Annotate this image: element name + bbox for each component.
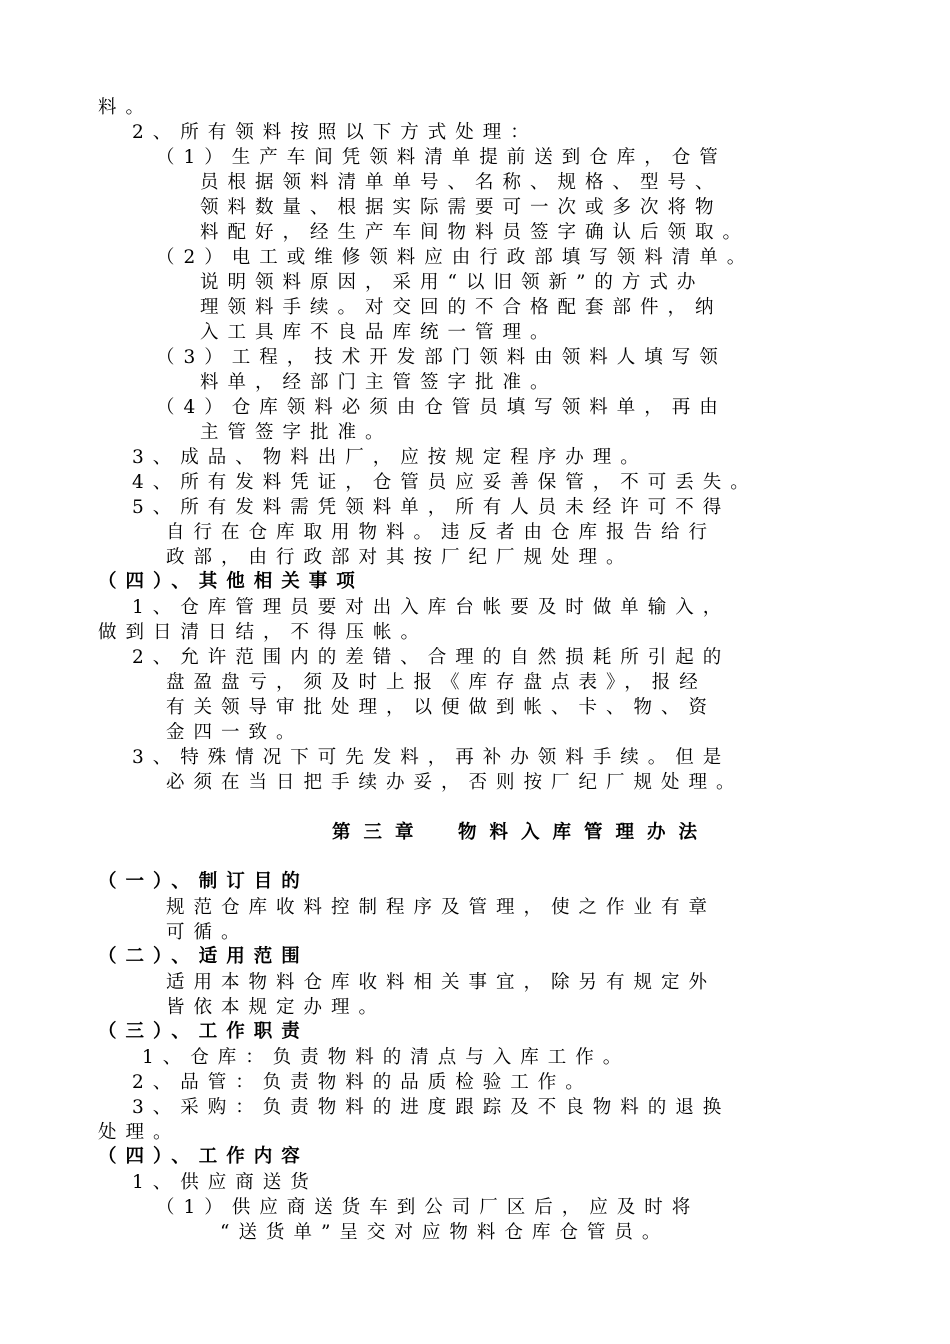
text-line: （3）工程，技术开发部门领料由领料人填写领 [156, 347, 727, 368]
section-heading: （四）、工作内容 [98, 1146, 309, 1167]
text-line: 皆依本规定办理。 [166, 997, 387, 1018]
text-line: （1）生产车间凭领料清单提前送到仓库，仓管 [156, 147, 727, 168]
text-line: 做到日清日结，不得压帐。 [98, 622, 429, 643]
text-line: 必须在当日把手续办妥，否则按厂纪厂规处理。 [166, 772, 744, 793]
text-line: 员根据领料清单单号、名称、规格、型号、 [200, 172, 723, 193]
text-line: 1、仓库：负责物料的清点与入库工作。 [142, 1047, 631, 1068]
text-line: 适用本物料仓库收料相关事宜，除另有规定外 [166, 972, 717, 993]
text-line: 理领料手续。对交回的不合格配套部件，纳 [200, 297, 723, 318]
text-line: “送货单”呈交对应物料仓库仓管员。 [220, 1222, 670, 1243]
text-line: 料配好，经生产车间物料员签字确认后领取。 [200, 222, 751, 243]
text-line: 自行在仓库取用物料。违反者由仓库报告给行 [166, 522, 717, 543]
text-line: 2、允许范围内的差错、合理的自然损耗所引起的 [132, 647, 731, 668]
text-line: 3、特殊情况下可先发料，再补办领料手续。但是 [132, 747, 731, 768]
section-heading: （三）、工作职责 [98, 1021, 309, 1042]
chapter-title: 第三章 物料入库管理办法 [332, 822, 711, 843]
text-line: 可循。 [166, 922, 249, 943]
text-line: 说明领料原因，采用“以旧领新”的方式办 [200, 272, 705, 293]
text-line: 4、所有发料凭证，仓管员应妥善保管，不可丢失。 [132, 472, 758, 493]
text-line: 2、品管：负责物料的品质检验工作。 [132, 1072, 593, 1093]
text-line: 入工具库不良品库统一管理。 [200, 322, 558, 343]
text-line: 金四一致。 [166, 722, 304, 743]
text-line: 领料数量、根据实际需要可一次或多次将物 [200, 197, 723, 218]
text-line: 3、采购：负责物料的进度跟踪及不良物料的退换 [132, 1097, 731, 1118]
text-line: （4）仓库领料必须由仓管员填写领料单，再由 [156, 397, 727, 418]
text-line: 5、所有发料需凭领料单，所有人员未经许可不得 [132, 497, 731, 518]
text-line: 2、所有领料按照以下方式处理： [132, 122, 538, 143]
text-line: 处理。 [98, 1122, 181, 1143]
text-line: 主管签字批准。 [200, 422, 393, 443]
text-line: 1、供应商送货 [132, 1172, 318, 1193]
section-heading: （四）、其他相关事项 [98, 571, 364, 592]
text-line: 1、仓库管理员要对出入库台帐要及时做单输入， [132, 597, 731, 618]
text-line: 政部，由行政部对其按厂纪厂规处理。 [166, 547, 634, 568]
text-line: 3、成品、物料出厂，应按规定程序办理。 [132, 447, 648, 468]
text-line: （1）供应商送货车到公司厂区后，应及时将 [156, 1197, 700, 1218]
text-line: 料单，经部门主管签字批准。 [200, 372, 558, 393]
text-line: 有关领导审批处理，以便做到帐、卡、物、资 [166, 697, 717, 718]
section-heading: （二）、适用范围 [98, 946, 309, 967]
text-line: （2）电工或维修领料应由行政部填写领料清单。 [156, 247, 755, 268]
text-line: 盘盈盘亏，须及时上报《库存盘点表》，报经 [166, 672, 707, 693]
text-line: 规范仓库收料控制程序及管理，使之作业有章 [166, 897, 717, 918]
section-heading: （一）、制订目的 [98, 871, 309, 892]
text-line: 料。 [98, 97, 154, 118]
